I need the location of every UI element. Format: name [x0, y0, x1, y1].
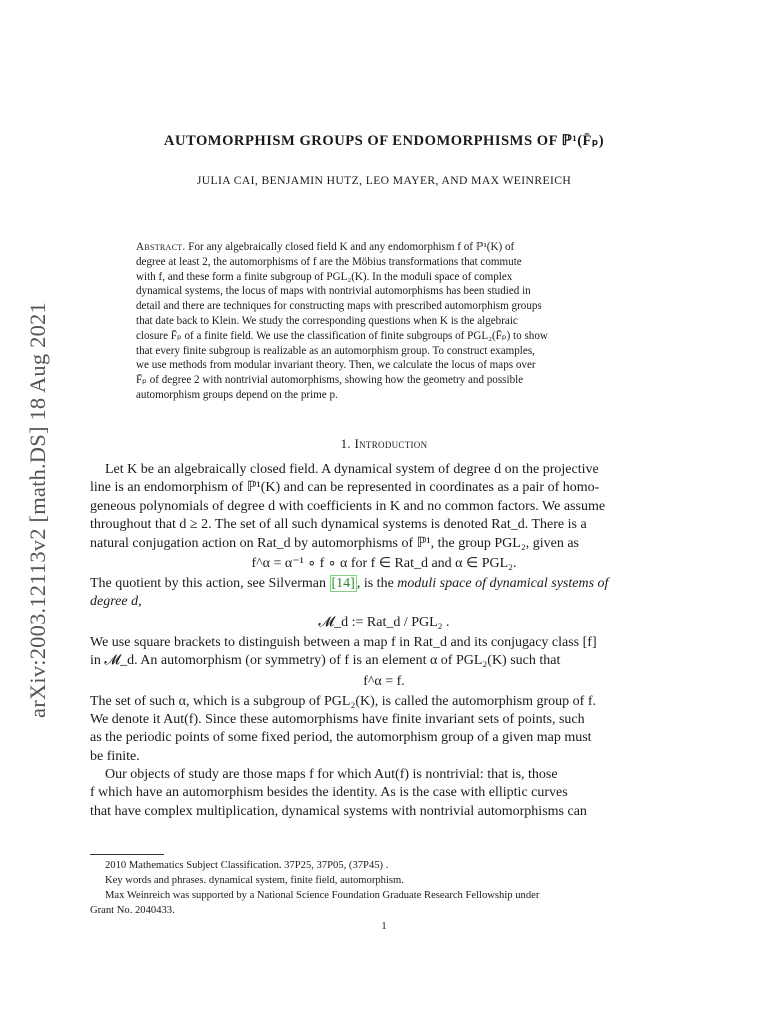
abstract-line: automorphism groups depend on the prime p. — [136, 388, 338, 401]
abstract-line: F̄ₚ of degree 2 with nontrivial automorphisms, showing how the geometry and possible — [136, 374, 524, 387]
body-line: that have complex multiplication, dynamical systems with nontrivial automorphisms can — [90, 803, 587, 819]
section-heading — [90, 436, 678, 452]
page-number: 1 — [381, 920, 387, 932]
body-line: The set of such α, which is a subgroup of PGL₂(K), is called the automorphism group of f. — [90, 693, 597, 709]
footnote-keywords: Key words and phrases. dynamical system, finite field, automorphism. — [105, 875, 404, 886]
body-line: in 𝓜_d. An automorphism (or symmetry) of f is an element α of PGL₂(K) such that — [90, 653, 561, 669]
body-line: degree d, — [90, 594, 142, 610]
abstract-line: closure F̄ₚ of a finite field. We use the classification of finite subgroups of PGL₂(F̄ₚ) to show — [136, 329, 548, 342]
footnote-rule — [90, 854, 164, 855]
section-number: 1. — [340, 436, 351, 451]
abstract-line: that date back to Klein. We study the corresponding questions when K is the algebraic — [136, 314, 518, 327]
paper-authors: JULIA CAI, BENJAMIN HUTZ, LEO MAYER, AND MAX WEINREICH — [196, 174, 572, 187]
equation-moduli-space: 𝓜_d := Rat_d / PGL₂ . — [318, 614, 450, 630]
citation-link[interactable]: [14] — [331, 575, 355, 591]
body-line: Let K be an algebraically closed field. A dynamical system of degree d on the projective — [105, 462, 599, 477]
body-line: natural conjugation action on Rat_d by automorphisms of ℙ¹, the group PGL₂, given as — [90, 535, 579, 551]
abstract-line: that every finite subgroup is realizable as an automorphism group. To construct examples, — [136, 344, 535, 357]
body-line: as the periodic points of some fixed period, the automorphism group of a given map must — [90, 730, 592, 746]
section-title: Introduction — [354, 436, 428, 451]
body-line: Our objects of study are those maps f for which Aut(f) is nontrivial: that is, those — [105, 767, 558, 783]
footnote-funding-cont: Grant No. 2040433. — [90, 905, 175, 916]
body-line: line is an endomorphism of ℙ¹(K) and can be represented in coordinates as a pair of homo- — [90, 480, 600, 496]
body-line: throughout that d ≥ 2. The set of all such dynamical systems is denoted Rat_d. There is a — [90, 517, 587, 533]
equation-conjugation: f^α = α⁻¹ ∘ f ∘ α for f ∈ Rat_d and α ∈ PGL₂. — [251, 555, 517, 571]
body-line: The quotient by this action, see Silverman [14] , is the moduli space of dynamical systems of — [90, 575, 609, 591]
abstract-line: with f, and these form a finite subgroup of PGL₂(K). In the moduli space of complex — [136, 270, 513, 283]
abstract-line: detail and there are techniques for constructing maps with prescribed automorphism groups — [136, 300, 542, 313]
abstract-line: dynamical systems, the locus of maps with nontrivial automorphisms has been studied in — [136, 285, 531, 298]
footnote-msc: 2010 Mathematics Subject Classification. 37P25, 37P05, (37P45) . — [105, 860, 389, 871]
body-line: f which have an automorphism besides the identity. As is the case with elliptic curves — [90, 785, 568, 801]
paper-title: AUTOMORPHISM GROUPS OF ENDOMORPHISMS OF ℙ¹(F̄ₚ) — [163, 133, 605, 149]
abstract — [136, 240, 634, 403]
body-text — [90, 461, 678, 821]
abstract-line: Abstract. For any algebraically closed field K and any endomorphism f of ℙ¹(K) of — [136, 241, 515, 253]
abstract-line: we use methods from modular invariant theory. Then, we calculate the locus of maps over — [136, 359, 536, 372]
body-line: geneous polynomials of degree d with coefficients in K and no common factors. We assume — [90, 498, 606, 514]
body-line: We denote it Aut(f). Since these automorphisms have finite invariant sets of points, such — [90, 711, 585, 727]
arxiv-sidebar — [22, 258, 54, 762]
equation-automorphism: f^α = f. — [363, 673, 405, 689]
arxiv-identifier: arXiv:2003.12113v2 [math.DS] 18 Aug 2021 — [25, 302, 50, 718]
footnotes — [90, 858, 678, 918]
body-line: We use square brackets to distinguish between a map f in Rat_d and its conjugacy class [f] — [90, 634, 597, 650]
abstract-line: degree at least 2, the automorphisms of f are the Möbius transformations that commute — [136, 255, 522, 268]
abstract-label: Abstract. — [136, 241, 186, 253]
footnote-funding: Max Weinreich was supported by a National Science Foundation Graduate Research Fellowship under — [105, 890, 540, 901]
body-line: be finite. — [90, 748, 140, 764]
